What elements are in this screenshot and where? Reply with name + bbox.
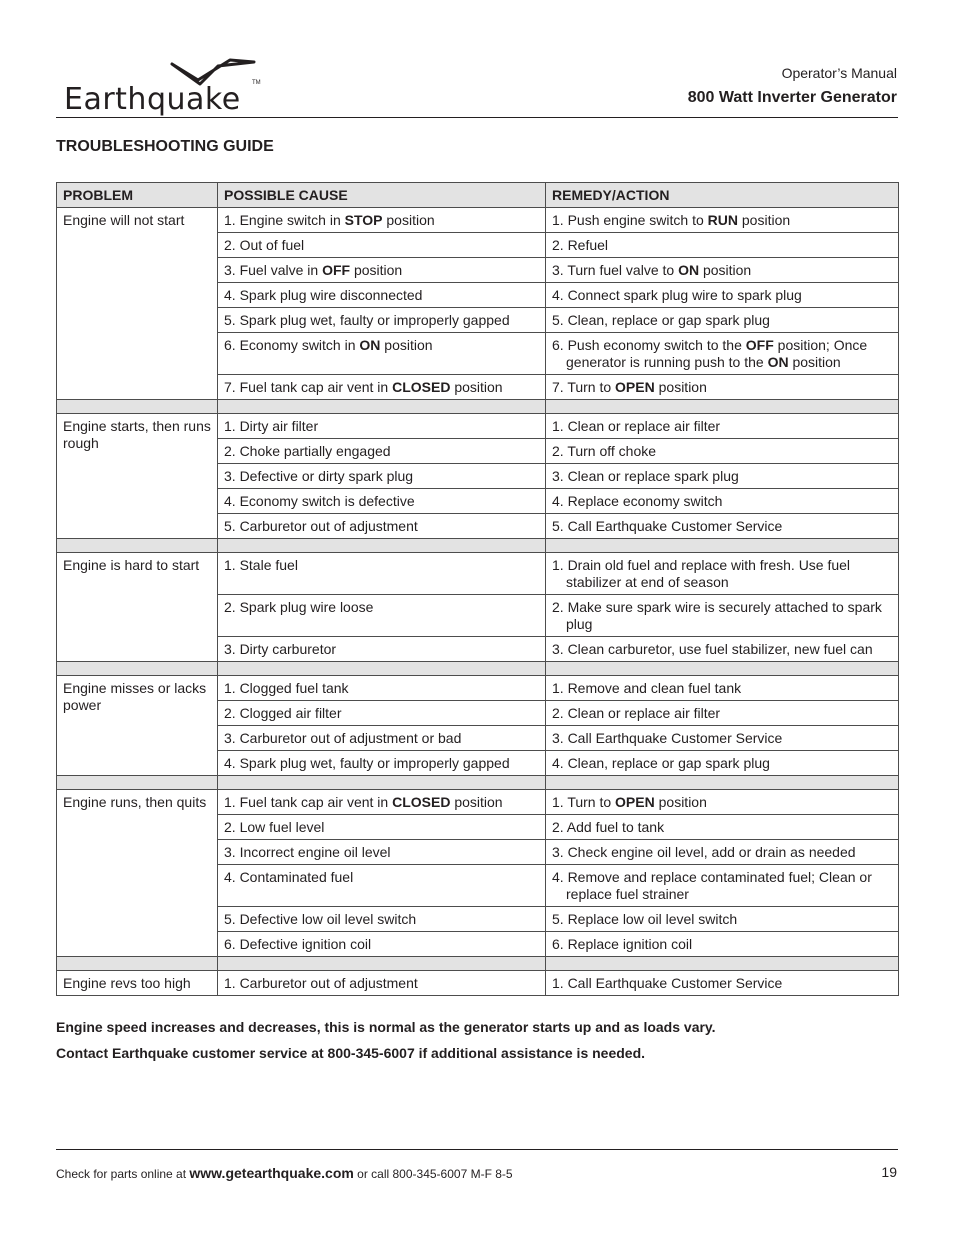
manual-subtitle: Operator’s Manual bbox=[781, 65, 897, 81]
cell-text bbox=[224, 312, 539, 329]
cell-text bbox=[224, 730, 539, 747]
text-run: 2. Add fuel to tank bbox=[552, 819, 665, 835]
remedy-cell bbox=[546, 464, 899, 489]
remedy-cell bbox=[546, 676, 899, 701]
cell-text bbox=[552, 730, 892, 747]
spacer-cell bbox=[218, 776, 546, 790]
cause-cell bbox=[218, 751, 546, 776]
cause-cell bbox=[218, 971, 546, 996]
text-run: 4. Clean, replace or gap spark plug bbox=[552, 755, 770, 771]
trademark-mark: TM bbox=[252, 80, 261, 86]
bold-term: ON bbox=[767, 354, 789, 370]
spacer-cell bbox=[57, 776, 218, 790]
remedy-cell bbox=[546, 815, 899, 840]
cause-cell bbox=[218, 208, 546, 233]
cell-text bbox=[552, 794, 892, 811]
cell-text bbox=[552, 869, 892, 903]
cell-text bbox=[552, 819, 892, 836]
cell-text bbox=[552, 844, 892, 861]
cause-cell bbox=[218, 514, 546, 539]
cell-text bbox=[224, 287, 539, 304]
bold-term: RUN bbox=[707, 212, 738, 228]
problem-text: Engine runs, then quits bbox=[63, 794, 207, 810]
cell-text bbox=[552, 680, 892, 697]
text-run: 6. Defective ignition coil bbox=[224, 936, 372, 952]
cell-text bbox=[552, 379, 892, 396]
note-engine-speed: Engine speed increases and decreases, this is normal as the generator starts up and as loads vary. bbox=[56, 1019, 716, 1035]
cell-text bbox=[224, 755, 539, 772]
cell-text bbox=[224, 418, 539, 435]
remedy-cell bbox=[546, 971, 899, 996]
remedy-cell bbox=[546, 595, 899, 637]
spacer-cell bbox=[218, 662, 546, 676]
remedy-cell bbox=[546, 375, 899, 400]
text-run: 3. Carburetor out of adjustment or bad bbox=[224, 730, 462, 746]
cell-text bbox=[224, 794, 539, 811]
cause-cell bbox=[218, 489, 546, 514]
cell-text bbox=[224, 493, 539, 510]
remedy-cell bbox=[546, 283, 899, 308]
cell-text bbox=[224, 599, 539, 616]
cell-text bbox=[224, 869, 539, 886]
text-run: 4. Replace economy switch bbox=[552, 493, 723, 509]
text-run: 2. Low fuel level bbox=[224, 819, 325, 835]
section-title: TROUBLESHOOTING GUIDE bbox=[56, 138, 274, 155]
problem-cell bbox=[57, 676, 218, 776]
text-run: 2. Spark plug wire loose bbox=[224, 599, 374, 615]
text-run: 6. Replace ignition coil bbox=[552, 936, 693, 952]
text-run: 2. Make sure spark wire is securely attached to spark plug bbox=[552, 599, 882, 632]
remedy-cell bbox=[546, 932, 899, 957]
column-header-problem: PROBLEM bbox=[57, 183, 218, 208]
spacer-cell bbox=[546, 400, 899, 414]
text-run: 1. Drain old fuel and replace with fresh. Use fuel stabilizer at end of season bbox=[552, 557, 851, 590]
cause-cell bbox=[218, 308, 546, 333]
remedy-cell bbox=[546, 637, 899, 662]
text-run: 5. Defective low oil level switch bbox=[224, 911, 417, 927]
cell-text bbox=[552, 641, 892, 658]
table-spacer-row bbox=[57, 539, 899, 553]
cell-text bbox=[552, 599, 892, 633]
text-run: position bbox=[450, 794, 503, 810]
table-row bbox=[57, 414, 899, 439]
cell-text bbox=[224, 518, 539, 535]
problem-cell bbox=[57, 971, 218, 996]
text-run: 4. Connect spark plug wire to spark plug bbox=[552, 287, 802, 303]
text-run: 1. Clean or replace air filter bbox=[552, 418, 721, 434]
text-run: 2. Clean or replace air filter bbox=[552, 705, 721, 721]
cause-cell bbox=[218, 464, 546, 489]
footer-url-link[interactable]: www.getearthquake.com bbox=[189, 1165, 354, 1181]
table-spacer-row bbox=[57, 400, 899, 414]
text-run: position; Once generator is running push to the bbox=[566, 337, 868, 370]
text-run: 6. Push economy switch to the bbox=[552, 337, 746, 353]
text-run: position bbox=[788, 354, 841, 370]
cause-cell bbox=[218, 907, 546, 932]
cell-text bbox=[552, 705, 892, 722]
bold-term: ON bbox=[678, 262, 700, 278]
cause-cell bbox=[218, 840, 546, 865]
cell-text bbox=[224, 819, 539, 836]
text-run: 4. Contaminated fuel bbox=[224, 869, 354, 885]
text-run: 1. Dirty air filter bbox=[224, 418, 319, 434]
problem-cell bbox=[57, 553, 218, 662]
spacer-cell bbox=[57, 400, 218, 414]
remedy-cell bbox=[546, 233, 899, 258]
spacer-cell bbox=[57, 539, 218, 553]
text-run: 2. Refuel bbox=[552, 237, 609, 253]
cell-text bbox=[224, 468, 539, 485]
text-run: 1. Remove and clean fuel tank bbox=[552, 680, 742, 696]
column-header-remedy: REMEDY/ACTION bbox=[546, 183, 899, 208]
cell-text bbox=[552, 936, 892, 953]
problem-text: Engine misses or lacks power bbox=[63, 680, 207, 713]
text-run: 3. Clean or replace spark plug bbox=[552, 468, 739, 484]
text-run: position bbox=[654, 379, 707, 395]
cell-text bbox=[224, 680, 539, 697]
footer-divider bbox=[56, 1149, 898, 1150]
cause-cell bbox=[218, 726, 546, 751]
table-spacer-row bbox=[57, 662, 899, 676]
remedy-cell bbox=[546, 333, 899, 375]
text-run: 5. Replace low oil level switch bbox=[552, 911, 738, 927]
text-run: 1. Clogged fuel tank bbox=[224, 680, 349, 696]
text-run: 1. Carburetor out of adjustment bbox=[224, 975, 418, 991]
footer-prefix: Check for parts online at bbox=[56, 1167, 190, 1181]
cell-text bbox=[224, 975, 539, 992]
text-run: position bbox=[450, 379, 503, 395]
cell-text bbox=[224, 844, 539, 861]
spacer-cell bbox=[546, 957, 899, 971]
spacer-cell bbox=[218, 400, 546, 414]
table-spacer-row bbox=[57, 957, 899, 971]
text-run: 3. Dirty carburetor bbox=[224, 641, 337, 657]
bold-term: OPEN bbox=[615, 794, 655, 810]
remedy-cell bbox=[546, 840, 899, 865]
cell-text bbox=[224, 936, 539, 953]
cause-cell bbox=[218, 815, 546, 840]
cell-text bbox=[552, 557, 892, 591]
problem-cell bbox=[57, 414, 218, 539]
remedy-cell bbox=[546, 439, 899, 464]
text-run: 2. Clogged air filter bbox=[224, 705, 342, 721]
bold-term: OFF bbox=[745, 337, 774, 353]
text-run: position bbox=[382, 212, 435, 228]
cell-text bbox=[224, 911, 539, 928]
remedy-cell bbox=[546, 414, 899, 439]
problem-cell bbox=[57, 208, 218, 400]
bold-term: STOP bbox=[344, 212, 383, 228]
cell-text bbox=[552, 443, 892, 460]
text-run: 1. Stale fuel bbox=[224, 557, 298, 573]
table-row bbox=[57, 971, 899, 996]
cell-text bbox=[224, 237, 539, 254]
remedy-cell bbox=[546, 553, 899, 595]
problem-cell bbox=[57, 790, 218, 957]
cell-text bbox=[224, 337, 539, 354]
text-run: 1. Turn to bbox=[552, 794, 616, 810]
cause-cell bbox=[218, 790, 546, 815]
note-contact: Contact Earthquake customer service at 800-345-6007 if additional assistance is needed. bbox=[56, 1045, 646, 1061]
problem-text: Engine will not start bbox=[63, 212, 185, 228]
remedy-cell bbox=[546, 726, 899, 751]
cause-cell bbox=[218, 932, 546, 957]
text-run: position bbox=[380, 337, 433, 353]
cause-cell bbox=[218, 637, 546, 662]
logo-wordmark: Earthquake bbox=[64, 82, 241, 117]
text-run: 1. Engine switch in bbox=[224, 212, 345, 228]
cause-cell bbox=[218, 701, 546, 726]
remedy-cell bbox=[546, 907, 899, 932]
bold-term: CLOSED bbox=[392, 794, 451, 810]
cell-text bbox=[552, 212, 892, 229]
cell-text bbox=[224, 705, 539, 722]
troubleshooting-table bbox=[56, 182, 899, 996]
cause-cell bbox=[218, 553, 546, 595]
cell-text bbox=[552, 262, 892, 279]
cell-text bbox=[552, 468, 892, 485]
text-run: 2. Out of fuel bbox=[224, 237, 305, 253]
cell-text bbox=[552, 493, 892, 510]
text-run: 5. Spark plug wet, faulty or improperly gapped bbox=[224, 312, 510, 328]
problem-text: Engine is hard to start bbox=[63, 557, 200, 573]
spacer-cell bbox=[546, 776, 899, 790]
text-run: 7. Turn to bbox=[552, 379, 616, 395]
text-run: 3. Fuel valve in bbox=[224, 262, 323, 278]
cause-cell bbox=[218, 595, 546, 637]
text-run: 5. Clean, replace or gap spark plug bbox=[552, 312, 770, 328]
table-row bbox=[57, 553, 899, 595]
cell-text bbox=[224, 379, 539, 396]
cell-text bbox=[224, 262, 539, 279]
cause-cell bbox=[218, 375, 546, 400]
text-run: 5. Carburetor out of adjustment bbox=[224, 518, 418, 534]
spacer-cell bbox=[218, 539, 546, 553]
text-run: position bbox=[699, 262, 752, 278]
table-header-row bbox=[57, 183, 899, 208]
text-run: 2. Choke partially engaged bbox=[224, 443, 391, 459]
cause-cell bbox=[218, 258, 546, 283]
cause-cell bbox=[218, 676, 546, 701]
text-run: 4. Economy switch is defective bbox=[224, 493, 415, 509]
text-run: position bbox=[738, 212, 791, 228]
text-run: 3. Defective or dirty spark plug bbox=[224, 468, 414, 484]
cell-text bbox=[224, 212, 539, 229]
text-run: 7. Fuel tank cap air vent in bbox=[224, 379, 393, 395]
cause-cell bbox=[218, 333, 546, 375]
remedy-cell bbox=[546, 308, 899, 333]
cell-text bbox=[552, 518, 892, 535]
bold-term: ON bbox=[359, 337, 381, 353]
cause-cell bbox=[218, 439, 546, 464]
table-row bbox=[57, 676, 899, 701]
text-run: 6. Economy switch in bbox=[224, 337, 360, 353]
text-run: position bbox=[350, 262, 403, 278]
remedy-cell bbox=[546, 751, 899, 776]
cell-text bbox=[224, 443, 539, 460]
earthquake-logo bbox=[60, 58, 270, 118]
cell-text bbox=[552, 418, 892, 435]
column-header-cause: POSSIBLE CAUSE bbox=[218, 183, 546, 208]
remedy-cell bbox=[546, 514, 899, 539]
cell-text bbox=[224, 557, 539, 574]
text-run: 3. Turn fuel valve to bbox=[552, 262, 679, 278]
spacer-cell bbox=[546, 539, 899, 553]
text-run: 3. Call Earthquake Customer Service bbox=[552, 730, 783, 746]
cause-cell bbox=[218, 233, 546, 258]
remedy-cell bbox=[546, 701, 899, 726]
footer-suffix: or call 800-345-6007 M-F 8-5 bbox=[353, 1167, 513, 1181]
text-run: 4. Spark plug wire disconnected bbox=[224, 287, 423, 303]
bold-term: CLOSED bbox=[392, 379, 451, 395]
text-run: 1. Call Earthquake Customer Service bbox=[552, 975, 783, 991]
cause-cell bbox=[218, 414, 546, 439]
spacer-cell bbox=[546, 662, 899, 676]
header-divider bbox=[56, 117, 898, 118]
cell-text bbox=[224, 641, 539, 658]
text-run: 5. Call Earthquake Customer Service bbox=[552, 518, 783, 534]
text-run: position bbox=[654, 794, 707, 810]
bold-term: OFF bbox=[322, 262, 351, 278]
cell-text bbox=[552, 312, 892, 329]
cell-text bbox=[552, 911, 892, 928]
table-row bbox=[57, 790, 899, 815]
text-run: 4. Spark plug wet, faulty or improperly gapped bbox=[224, 755, 510, 771]
remedy-cell bbox=[546, 208, 899, 233]
remedy-cell bbox=[546, 489, 899, 514]
remedy-cell bbox=[546, 790, 899, 815]
cause-cell bbox=[218, 283, 546, 308]
table-row bbox=[57, 208, 899, 233]
remedy-cell bbox=[546, 258, 899, 283]
spacer-cell bbox=[57, 662, 218, 676]
spacer-cell bbox=[57, 957, 218, 971]
table-spacer-row bbox=[57, 776, 899, 790]
text-run: 3. Incorrect engine oil level bbox=[224, 844, 391, 860]
text-run: 1. Fuel tank cap air vent in bbox=[224, 794, 393, 810]
cell-text bbox=[552, 975, 892, 992]
text-run: 3. Clean carburetor, use fuel stabilizer, new fuel can bbox=[552, 641, 873, 657]
bold-term: OPEN bbox=[615, 379, 655, 395]
footer-text bbox=[56, 1165, 513, 1181]
text-run: 2. Turn off choke bbox=[552, 443, 657, 459]
problem-text: Engine revs too high bbox=[63, 975, 191, 991]
cell-text bbox=[552, 237, 892, 254]
remedy-cell bbox=[546, 865, 899, 907]
text-run: 4. Remove and replace contaminated fuel; Clean or replace fuel strainer bbox=[552, 869, 872, 902]
spacer-cell bbox=[218, 957, 546, 971]
page-number: 19 bbox=[881, 1164, 897, 1180]
cell-text bbox=[552, 337, 892, 371]
text-run: 1. Push engine switch to bbox=[552, 212, 708, 228]
text-run: 3. Check engine oil level, add or drain as needed bbox=[552, 844, 856, 860]
manual-title: 800 Watt Inverter Generator bbox=[687, 89, 897, 106]
problem-text: Engine starts, then runs rough bbox=[63, 418, 211, 451]
cell-text bbox=[552, 755, 892, 772]
cause-cell bbox=[218, 865, 546, 907]
cell-text bbox=[552, 287, 892, 304]
